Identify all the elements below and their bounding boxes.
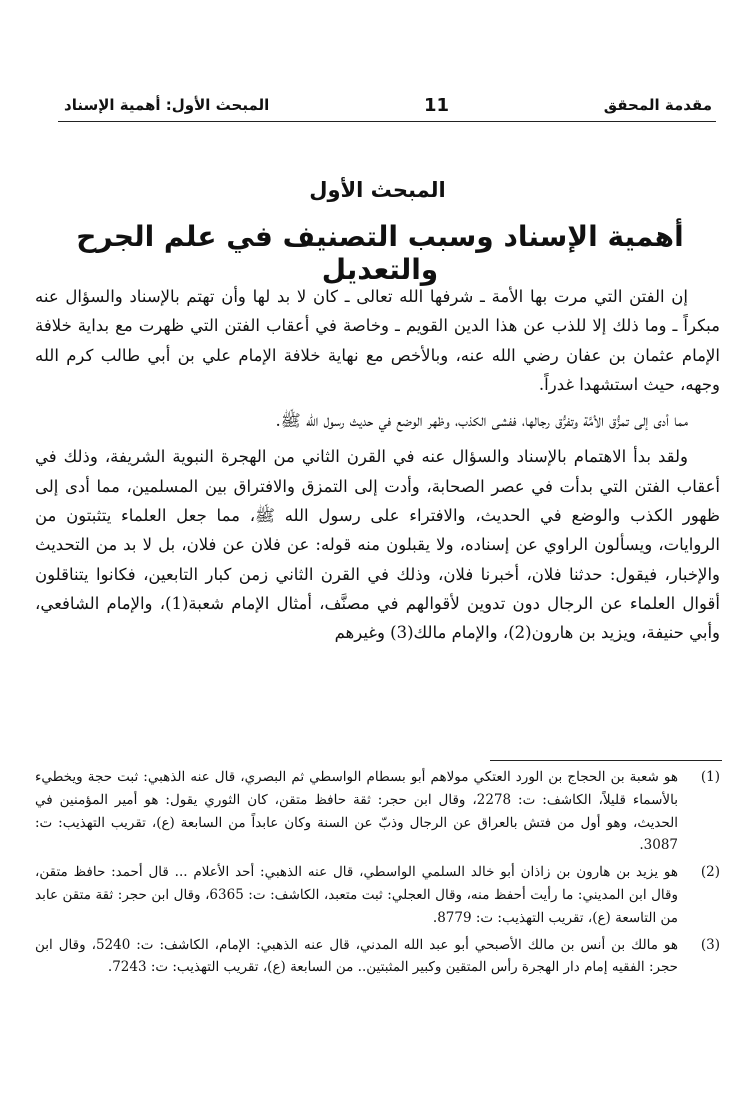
footnote-text: هو شعبة بن الحجاج بن الورد العتكي مولاهم أبو بسطام الواسطي ثم البصري، قال عنه الذهبي: ثبت حجة ويخطيء بالأسماء قليلاً، الكاشف: ت: 2278، وقال ابن حجر: ثقة حافظ متقن، كان الثوري يقول: هو أمير المؤمنين في الحديث، وهو أول من فتش بالعراق عن الرجال وذبّ عن السنة وكان عابداً من السابعة (ع)، تقريب التهذيب: ت: 3087. <box>35 769 678 854</box>
footnote-number: (1) <box>700 769 720 785</box>
page-number: 11 <box>423 94 450 116</box>
paragraph: مما أدى إلى تمزُّق الأمَّة وتفرُّق رجالها، ففشى الكذب، وظهر الوضع في حديث رسول الله ﷺ. <box>275 411 688 431</box>
running-header <box>64 92 712 118</box>
footnote-number: (2) <box>700 864 720 881</box>
main-text <box>35 282 720 648</box>
footnote-divider <box>490 760 722 761</box>
footnote <box>35 934 720 980</box>
paragraph: إن الفتن التي مرت بها الأمة ـ شرفها الله تعالى ـ كان لا بد لها وأن تهتم بالإسناد والسؤال عنه مبكراً ـ وما ذلك إلا للذب عن هذا الدين القويم ـ وخاصة في أعقاب الفتن التي ظهرت مع بداية خلافة الإمام عثمان بن عفان رضي الله عنه، وبالأخص مع نهاية خلافة الإمام علي بن أبي طالب كرم الله وجهه، حيث استشهدا غدراً. <box>35 287 720 394</box>
header-chapter-title: المبحث الأول: أهمية الإسناد <box>64 96 270 114</box>
footnote-number: (3) <box>700 936 720 953</box>
header-book-section: مقدمة المحقق <box>603 96 712 114</box>
header-divider <box>58 121 716 122</box>
footnote-text: هو يزيد بن هارون بن زاذان أبو خالد السلمي الواسطي، قال عنه الذهبي: أحد الأعلام ... قال أحمد: حافظ متقن، وقال ابن المديني: ما رأيت أحفظ منه، وقال العجلي: ثبت متعبد، الكاشف: ت: 6365، وقال ابن حجر: ثقة متقن عابد من التاسعة (ع)، تقريب التهذيب: ت: 8779. <box>35 864 678 926</box>
footnotes <box>35 766 720 983</box>
paragraph: ولقد بدأ الاهتمام بالإسناد والسؤال عنه في القرن الثاني من الهجرة النبوية الشريفة، وذلك في أعقاب الفتن التي بدأت في عصر الصحابة، وأدت إلى التمزق والافتراق بين المسلمين، مما أدى إلى ظهور الكذب والوضع في الحديث، والافتراء على رسول الله ﷺ، مما جعل العلماء يتثبتون من الروايات، ويسألون الراوي عن إسناده، ولا يقبلون منه قوله: عن فلان عن فلان، بل لا بد من التحديث والإخبار، فيقول: حدثنا فلان، أخبرنا فلان، وذلك في القرن الثاني زمن كبار التابعين، فكانوا يتناقلون أقوال العلماء عن الرجال دون تدوين لأقوالهم في مصنَّف، أمثال الإمام شعبة(1)، والإمام الشافعي، وأبي حنيفة، ويزيد بن هارون(2)، والإمام مالك(3) وغيرهم <box>35 447 720 643</box>
footnote <box>35 766 720 857</box>
footnote <box>35 861 720 929</box>
chapter-title: أهمية الإسناد وسبب التصنيف في علم الجرح والتعديل <box>76 220 684 286</box>
chapter-label: المبحث الأول <box>309 178 446 202</box>
footnote-text: هو مالك بن أنس بن مالك الأصبحي أبو عبد الله المدني، قال عنه الذهبي: الإمام، الكاشف: ت: 5240، وقال ابن حجر: الفقيه إمام دار الهجرة رأس المتقين وكبير المثبتين.. من السابعة (ع)، تقريب التهذيب: ت: 7243. <box>35 936 678 976</box>
